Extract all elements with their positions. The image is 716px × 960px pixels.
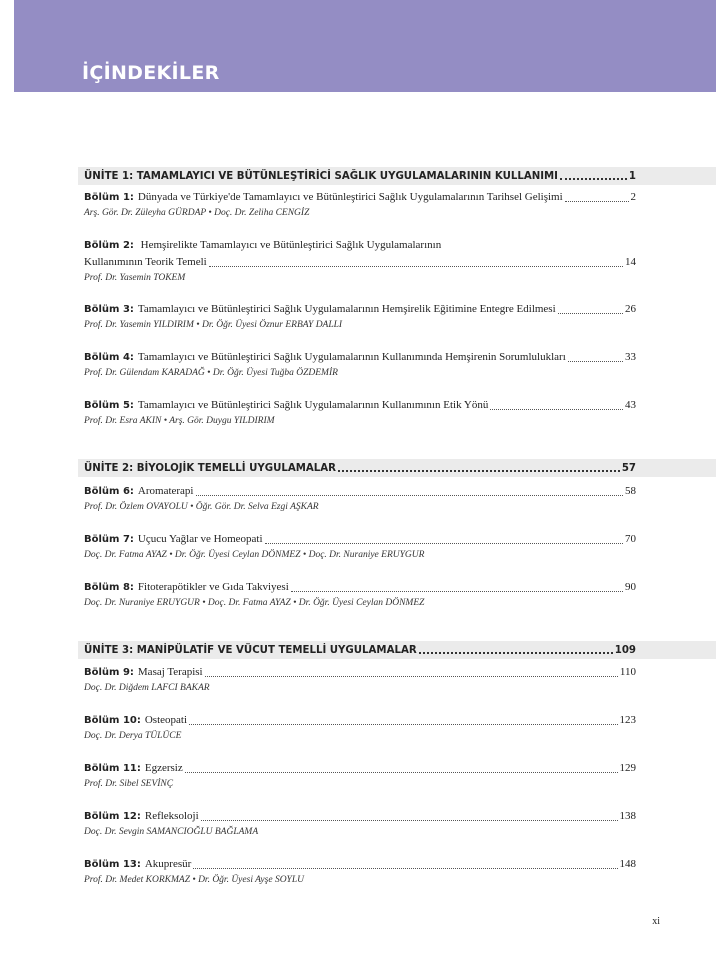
chapter-label: Bölüm 8: <box>84 582 134 593</box>
chapter-1-entry[interactable] <box>84 191 636 206</box>
chapter-2-authors <box>84 273 644 287</box>
chapter-11-authors <box>84 779 644 793</box>
chapter-label: Bölüm 2: <box>84 240 134 251</box>
chapter-label: Bölüm 9: <box>84 667 134 678</box>
chapter-4-entry[interactable] <box>84 351 636 366</box>
leader-dots <box>419 652 613 654</box>
chapter-page: 123 <box>619 714 636 726</box>
chapter-8-entry[interactable] <box>84 581 636 596</box>
authors-text: Prof. Dr. Özlem OVAYOLU • Öğr. Gör. Dr. Selva Ezgi AŞKAR <box>84 502 319 512</box>
chapter-7-authors <box>84 550 644 564</box>
chapter-page: 70 <box>625 533 636 545</box>
chapter-3-entry[interactable] <box>84 303 636 318</box>
authors-text: Doç. Dr. Derya TÜLÜCE <box>84 731 182 741</box>
authors-text: Arş. Gör. Dr. Züleyha GÜRDAP • Doç. Dr. Zeliha CENGİZ <box>84 208 310 218</box>
leader-dots <box>291 591 623 592</box>
chapter-page: 58 <box>625 485 636 497</box>
leader-dots <box>193 868 617 869</box>
unit-page: 57 <box>621 462 636 474</box>
chapter-label: Bölüm 5: <box>84 400 134 411</box>
chapter-title: Uçucu Yağlar ve Homeopati <box>137 533 263 545</box>
chapter-page: 14 <box>625 256 636 268</box>
authors-text: Doç. Dr. Sevgin SAMANCIOĞLU BAĞLAMA <box>84 827 259 837</box>
unit-1-heading[interactable] <box>84 167 636 185</box>
page-title: İÇİNDEKİLER <box>82 62 220 84</box>
chapter-title: Egzersiz <box>144 762 183 774</box>
chapter-12-authors <box>84 827 644 841</box>
unit-3-heading[interactable] <box>84 641 636 659</box>
chapter-page: 43 <box>625 399 636 411</box>
chapter-9-entry[interactable] <box>84 666 636 681</box>
chapter-6-entry[interactable] <box>84 485 636 500</box>
authors-text: Prof. Dr. Esra AKIN • Arş. Gör. Duygu YILDIRIM <box>84 416 275 426</box>
chapter-4-authors <box>84 368 644 382</box>
leader-dots <box>558 313 623 314</box>
chapter-label: Bölüm 11: <box>84 763 141 774</box>
leader-dots <box>338 470 620 472</box>
chapter-title: Fitoterapötikler ve Gıda Takviyesi <box>137 581 289 593</box>
leader-dots <box>196 495 624 496</box>
chapter-6-authors <box>84 502 644 516</box>
chapter-11-entry[interactable] <box>84 762 636 777</box>
leader-dots <box>265 543 623 544</box>
chapter-title: Tamamlayıcı ve Bütünleştirici Sağlık Uygulamalarının Kullanımında Hemşirenin Sorumlulukları <box>137 351 566 363</box>
chapter-2-entry-line2[interactable] <box>84 256 636 271</box>
unit-title: ÜNİTE 3: MANİPÜLATİF VE VÜCUT TEMELLİ UYGULAMALAR <box>84 644 417 656</box>
leader-dots <box>560 178 627 180</box>
chapter-page: 26 <box>625 303 636 315</box>
chapter-page: 138 <box>619 810 636 822</box>
chapter-5-entry[interactable] <box>84 399 636 414</box>
authors-text: Prof. Dr. Gülendam KARADAĞ • Dr. Öğr. Üyesi Tuğba ÖZDEMİR <box>84 368 338 378</box>
authors-text: Prof. Dr. Medet KORKMAZ • Dr. Öğr. Üyesi Ayşe SOYLU <box>84 875 304 885</box>
chapter-1-authors <box>84 208 644 222</box>
chapter-title: Hemşirelikte Tamamlayıcı ve Bütünleştirici Sağlık Uygulamalarının <box>140 239 442 251</box>
chapter-label: Bölüm 12: <box>84 811 141 822</box>
chapter-10-authors <box>84 731 644 745</box>
chapter-title: Tamamlayıcı ve Bütünleştirici Sağlık Uygulamalarının Hemşirelik Eğitimine Entegre Edilmesi <box>137 303 556 315</box>
chapter-10-entry[interactable] <box>84 714 636 729</box>
chapter-7-entry[interactable] <box>84 533 636 548</box>
chapter-title: Aromaterapi <box>137 485 194 497</box>
unit-title: ÜNİTE 1: TAMAMLAYICI VE BÜTÜNLEŞTİRİCİ SAĞLIK UYGULAMALARININ KULLANIMI <box>84 170 558 182</box>
authors-text: Prof. Dr. Yasemin YILDIRIM • Dr. Öğr. Üyesi Öznur ERBAY DALLI <box>84 320 343 330</box>
chapter-13-entry[interactable] <box>84 858 636 873</box>
chapter-title: Akupresür <box>144 858 192 870</box>
leader-dots <box>490 409 623 410</box>
chapter-5-authors <box>84 416 644 430</box>
chapter-title: Refleksoloji <box>144 810 199 822</box>
unit-2-heading[interactable] <box>84 459 636 477</box>
chapter-title: Osteopati <box>144 714 188 726</box>
chapter-title: Dünyada ve Türkiye'de Tamamlayıcı ve Bütünleştirici Sağlık Uygulamalarının Tarihsel Gelişimi <box>137 191 563 203</box>
leader-dots <box>205 676 618 677</box>
authors-text: Prof. Dr. Sibel SEVİNÇ <box>84 779 174 789</box>
chapter-page: 2 <box>630 191 636 203</box>
chapter-13-authors <box>84 875 644 889</box>
chapter-title: Masaj Terapisi <box>137 666 203 678</box>
chapter-page: 33 <box>625 351 636 363</box>
chapter-12-entry[interactable] <box>84 810 636 825</box>
chapter-2-entry[interactable] <box>84 239 636 254</box>
chapter-label: Bölüm 3: <box>84 304 134 315</box>
chapter-page: 148 <box>619 858 636 870</box>
chapter-3-authors <box>84 320 644 334</box>
chapter-label: Bölüm 10: <box>84 715 141 726</box>
chapter-page: 90 <box>625 581 636 593</box>
leader-dots <box>189 724 617 725</box>
leader-dots <box>568 361 623 362</box>
chapter-8-authors <box>84 598 644 612</box>
chapter-label: Bölüm 1: <box>84 192 134 203</box>
chapter-label: Bölüm 6: <box>84 486 134 497</box>
leader-dots <box>209 266 623 267</box>
leader-dots <box>185 772 618 773</box>
chapter-page: 110 <box>619 666 636 678</box>
authors-text: Prof. Dr. Yasemin TOKEM <box>84 273 186 283</box>
unit-title: ÜNİTE 2: BİYOLOJİK TEMELLİ UYGULAMALAR <box>84 462 337 474</box>
chapter-title: Tamamlayıcı ve Bütünleştirici Sağlık Uygulamalarının Kullanımının Etik Yönü <box>137 399 489 411</box>
unit-page: 1 <box>628 170 636 182</box>
authors-text: Doç. Dr. Fatma AYAZ • Dr. Öğr. Üyesi Ceylan DÖNMEZ • Doç. Dr. Nuraniye ERUYGUR <box>84 550 425 560</box>
authors-text: Doç. Dr. Diğdem LAFCI BAKAR <box>84 683 210 693</box>
chapter-label: Bölüm 4: <box>84 352 134 363</box>
chapter-label: Bölüm 7: <box>84 534 134 545</box>
leader-dots <box>565 201 629 202</box>
chapter-9-authors <box>84 683 644 697</box>
page-number: xi <box>652 916 660 927</box>
chapter-label: Bölüm 13: <box>84 859 141 870</box>
chapter-page: 129 <box>619 762 636 774</box>
authors-text: Doç. Dr. Nuraniye ERUYGUR • Doç. Dr. Fatma AYAZ • Dr. Öğr. Üyesi Ceylan DÖNMEZ <box>84 598 425 608</box>
unit-page: 109 <box>614 644 636 656</box>
leader-dots <box>201 820 618 821</box>
chapter-title-continued: Kullanımının Teorik Temeli <box>84 256 207 268</box>
